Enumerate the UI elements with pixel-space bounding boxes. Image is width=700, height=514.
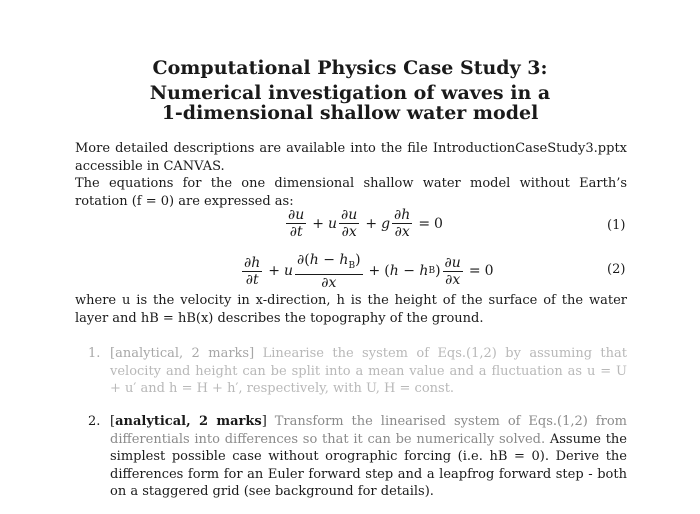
task-2-number: 2. <box>88 414 101 429</box>
task-2-tag-open: [ <box>110 414 116 429</box>
equation-2: $\frac{\partial h}{\partial t}$ + u $\frac{\partial(h - h_B)}{\partial x}$ + ( h − h B ) $\frac{\partial u}{\partial x}$ = 0 <box>244 252 494 291</box>
equation-2-number: (2) <box>607 262 626 277</box>
title-line-2: Numerical investigation of waves in a <box>149 82 551 104</box>
task-2-tag-close: ] <box>261 414 267 429</box>
intro-sentence-1: More detailed descriptions are available into the file IntroductionCaseStudy3.pptx accessible in CANVAS. <box>75 141 627 174</box>
equation-1-number: (1) <box>607 218 626 233</box>
task-1-text: Linearise the system of Eqs.(1,2) by assuming that velocity and height can be split into a mean value and a fluctuation as u = U + u′ and h = H + h′, respectively, with U, H = const. <box>110 346 627 396</box>
task-1-number: 1. <box>88 346 101 361</box>
task-item-1 <box>90 345 627 398</box>
task-item-2 <box>90 413 627 501</box>
task-2-text-faded: Transform the linearised system of Eqs.(1,2) from differentials into differences so that it can be numerically solved. <box>110 414 627 447</box>
task-2-tag: analytical, 2 marks <box>115 414 262 429</box>
equation-description: where u is the velocity in x-direction, h is the height of the surface of the water layer and hB = hB(x) describes the topography of the ground. <box>75 293 627 326</box>
equation-1: $\frac{\partial u}{\partial t}$ + u $\frac{\partial u}{\partial x}$ + g $\frac{\partial h}{\partial x}$ = 0 <box>288 207 443 240</box>
title-line-1: Computational Physics Case Study 3: <box>152 57 548 79</box>
title-line-3: 1-dimensional shallow water model <box>161 102 539 124</box>
intro-sentence-2: The equations for the one dimensional shallow water model without Earth’s rotation (f = 0) are expressed as: <box>75 176 627 209</box>
task-2-text: Assume the simplest possible case without orographic forcing (i.e. hB = 0). Derive the differences form for an Euler forward step and a leapfrog forward step - both on a staggered grid (see background for details). <box>110 431 627 499</box>
task-1-tag: [analytical, 2 marks] <box>110 346 255 361</box>
